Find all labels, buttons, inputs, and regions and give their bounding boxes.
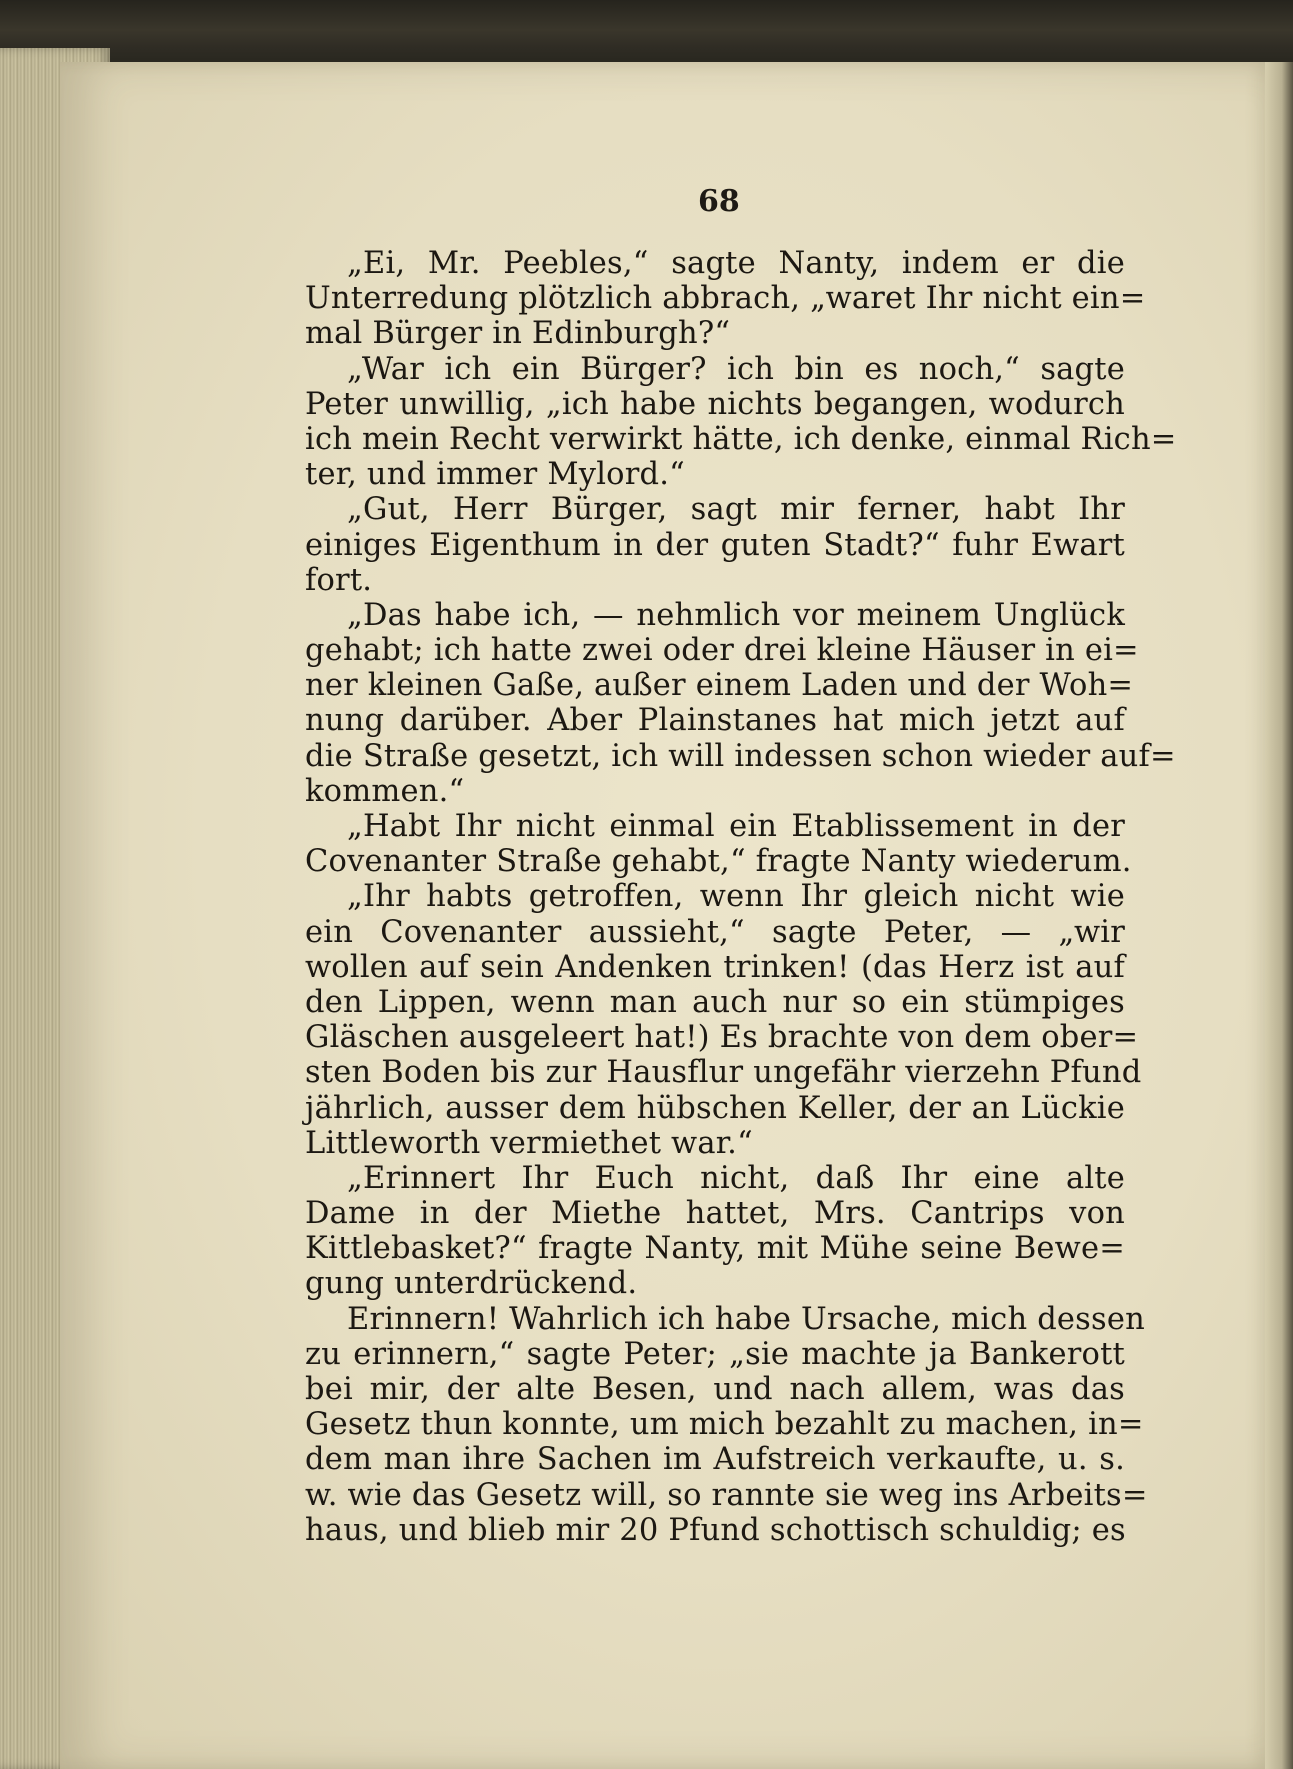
text-line: „Habt Ihr nicht einmal ein Etablissement in der — [347, 809, 1125, 844]
text-line: kommen.“ — [305, 773, 465, 809]
text-line: Gesetz thun konnte, um mich bezahlt zu machen, in= — [305, 1407, 1144, 1443]
text-line: wollen auf sein Andenken trinken! (das Herz ist auf — [305, 949, 1125, 985]
text-line: Littleworth vermiethet war.“ — [305, 1125, 753, 1161]
page-number: 68 — [698, 184, 740, 219]
text-line: gung unterdrückend. — [305, 1266, 638, 1302]
text-line: „War ich ein Bürger? ich bin es noch,“ sagte — [347, 351, 1125, 387]
text-line: sten Boden bis zur Hausflur ungefähr vierzehn Pfund — [305, 1055, 1142, 1091]
text-line: bei mir, der alte Besen, und nach allem, was das — [305, 1372, 1125, 1407]
text-line: gehabt; ich hatte zwei oder drei kleine Häuser in ei= — [305, 633, 1139, 669]
text-line: dem man ihre Sachen im Aufstreich verkaufte, u. s. — [305, 1442, 1125, 1478]
text-line: jährlich, ausser dem hübschen Keller, der an Lückie — [305, 1090, 1125, 1126]
text-line: „Ei, Mr. Peebles,“ sagte Nanty, indem er die — [347, 246, 1125, 281]
text-line: „Ihr habts getroffen, wenn Ihr gleich nicht wie — [347, 879, 1125, 915]
text-line: haus, und blieb mir 20 Pfund schottisch schuldig; es — [305, 1512, 1126, 1548]
text-line: fort. — [305, 562, 373, 598]
text-line: einiges Eigenthum in der guten Stadt?“ fuhr Ewart — [305, 527, 1125, 563]
text-line: die Straße gesetzt, ich will indessen schon wieder auf= — [305, 738, 1176, 774]
text-line: ner kleinen Gaße, außer einem Laden und der Woh= — [305, 668, 1134, 704]
text-line: zu erinnern,“ sagte Peter; „sie machte ja Bankerott — [305, 1336, 1125, 1372]
body-text — [305, 246, 1177, 1548]
text-line: nung darüber. Aber Plainstanes hat mich jetzt auf — [305, 703, 1125, 739]
text-line: Kittlebasket?“ fragte Nanty, mit Mühe seine Bewe= — [305, 1231, 1125, 1267]
text-line: Erinnern! Wahrlich ich habe Ursache, mich dessen — [347, 1301, 1145, 1337]
text-line: „Das habe ich, — nehmlich vor meinem Unglück — [347, 597, 1125, 633]
text-line: ter, und immer Mylord.“ — [305, 457, 685, 493]
text-line: „Erinnert Ihr Euch nicht, daß Ihr eine alte — [347, 1160, 1125, 1196]
text-line: „Gut, Herr Bürger, sagt mir ferner, habt Ihr — [347, 492, 1125, 528]
text-line: Dame in der Miethe hattet, Mrs. Cantrips von — [305, 1196, 1125, 1232]
text-line: ich mein Recht verwirkt hätte, ich denke, einmal Rich= — [305, 421, 1177, 457]
text-line: Unterredung plötzlich abbrach, „waret Ihr nicht ein= — [305, 281, 1146, 317]
text-line: Covenanter Straße gehabt,“ fragte Nanty wiederum. — [305, 844, 1132, 880]
text-line: Peter unwillig, „ich habe nichts begangen, wodurch — [305, 386, 1125, 422]
text-line: mal Bürger in Edinburgh?“ — [305, 316, 731, 352]
text-line: w. wie das Gesetz will, so rannte sie weg ins Arbeits= — [305, 1477, 1148, 1513]
text-line: den Lippen, wenn man auch nur so ein stümpiges — [305, 984, 1125, 1020]
text-line: ein Covenanter aussieht,“ sagte Peter, — „wir — [305, 914, 1125, 950]
text-line: Gläschen ausgeleert hat!) Es brachte von dem ober= — [305, 1020, 1139, 1056]
page-right-edge — [1265, 62, 1293, 1769]
